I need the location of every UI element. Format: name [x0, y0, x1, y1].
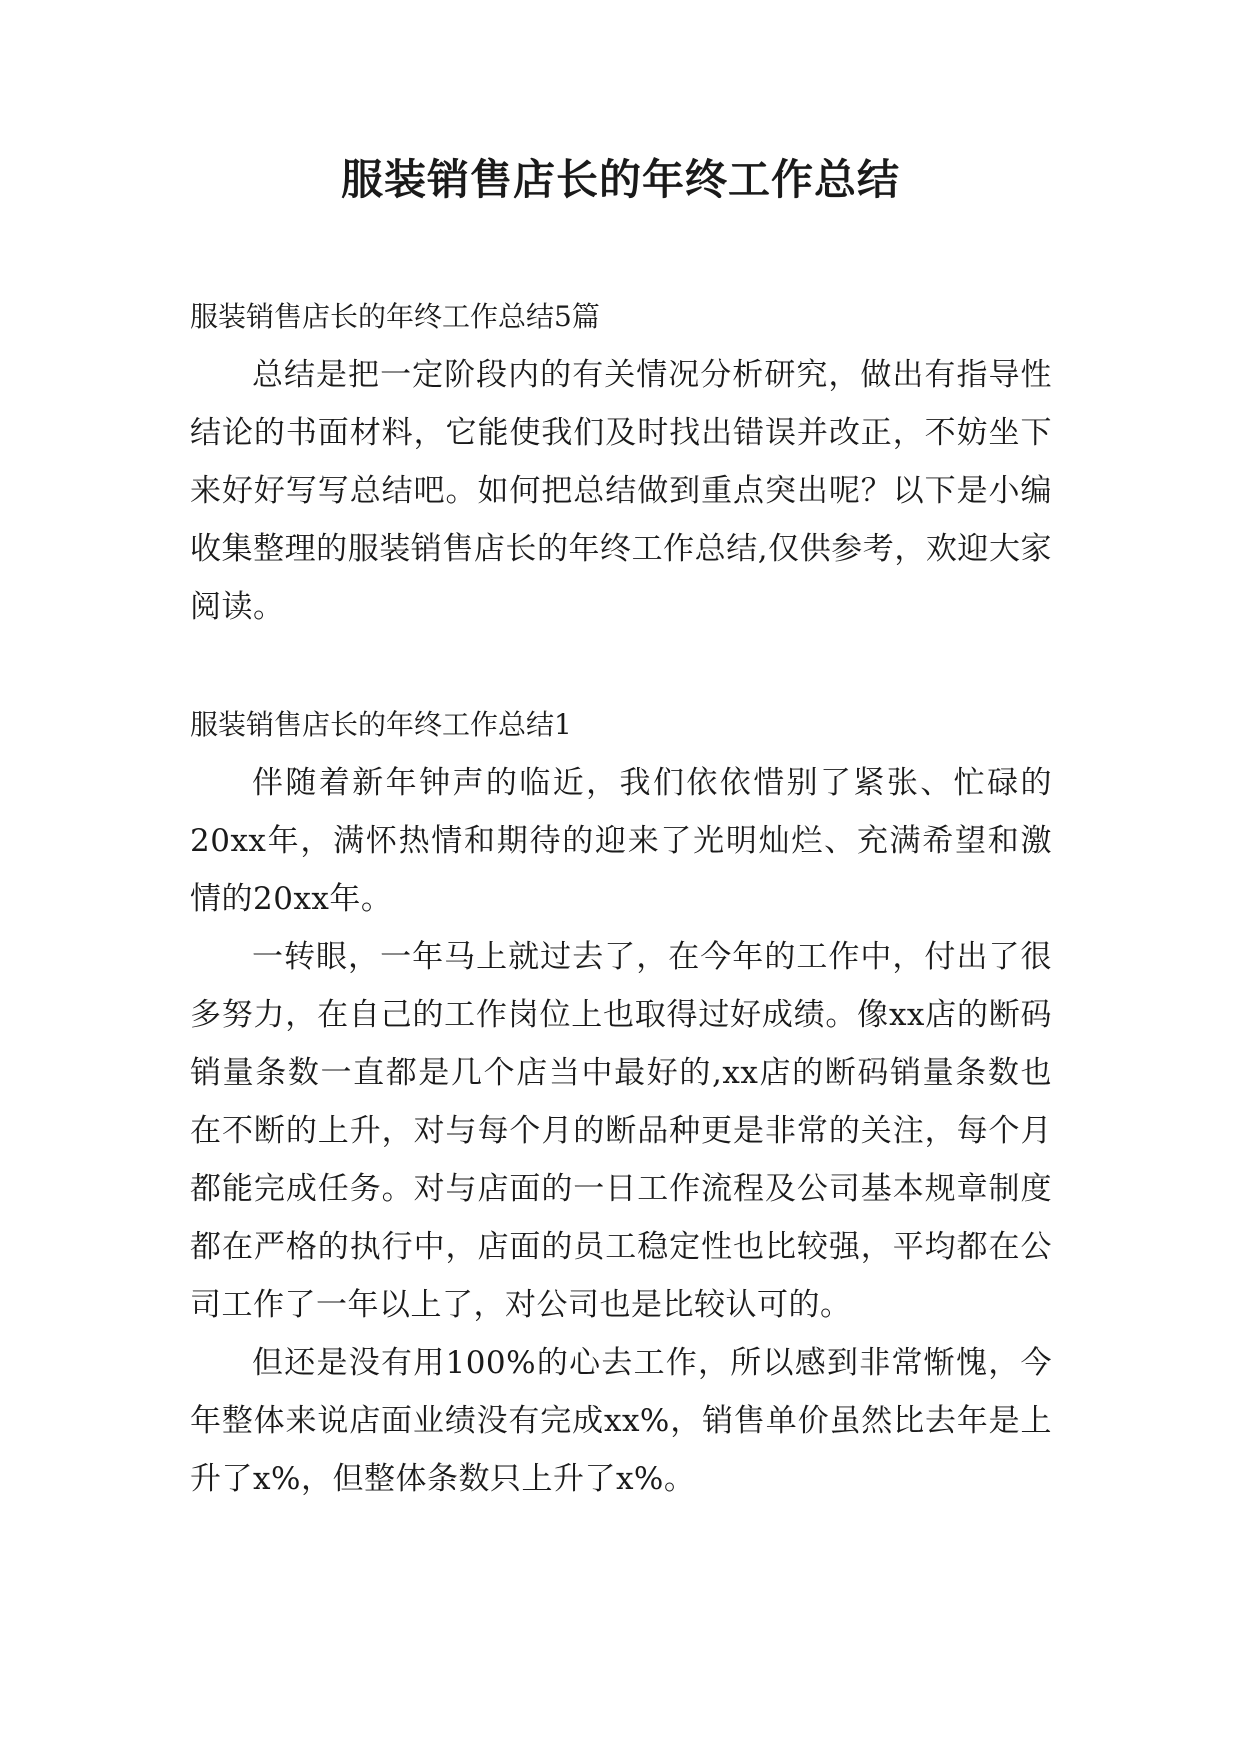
section-1-paragraph-2: 一转眼，一年马上就过去了，在今年的工作中，付出了很多努力，在自己的工作岗位上也取得过好成绩。像xx店的断码销量条数一直都是几个店当中最好的,xx店的断码销量条数也在不断的上升，对与每个月的断品种更是非常的关注，每个月都能完成任务。对与店面的一日工作流程及公司基本规章制度都在严格的执行中，店面的员工稳定性也比较强，平均都在公司工作了一年以上了，对公司也是比较认可的。 [190, 939, 1052, 1323]
section-1-heading: 服装销售店长的年终工作总结1 [190, 708, 572, 741]
section-1-paragraph-3: 但还是没有用100%的心去工作，所以感到非常惭愧，今年整体来说店面业绩没有完成xx%，销售单价虽然比去年是上升了x%，但整体条数只上升了x%。 [190, 1345, 1052, 1497]
intro-paragraph: 总结是把一定阶段内的有关情况分析研究，做出有指导性结论的书面材料，它能使我们及时找出错误并改正，不妨坐下来好好写写总结吧。如何把总结做到重点突出呢？以下是小编收集整理的服装销售店长的年终工作总结,仅供参考，欢迎大家阅读。 [190, 357, 1052, 625]
document-title: 服装销售店长的年终工作总结 [340, 155, 900, 204]
section-1-paragraph-1: 伴随着新年钟声的临近，我们依依惜别了紧张、忙碌的20xx年，满怀热情和期待的迎来了光明灿烂、充满希望和激情的20xx年。 [190, 765, 1052, 917]
section-spacer [190, 636, 1052, 696]
document-body [190, 288, 1052, 1508]
intro-heading: 服装销售店长的年终工作总结5篇 [190, 300, 600, 333]
